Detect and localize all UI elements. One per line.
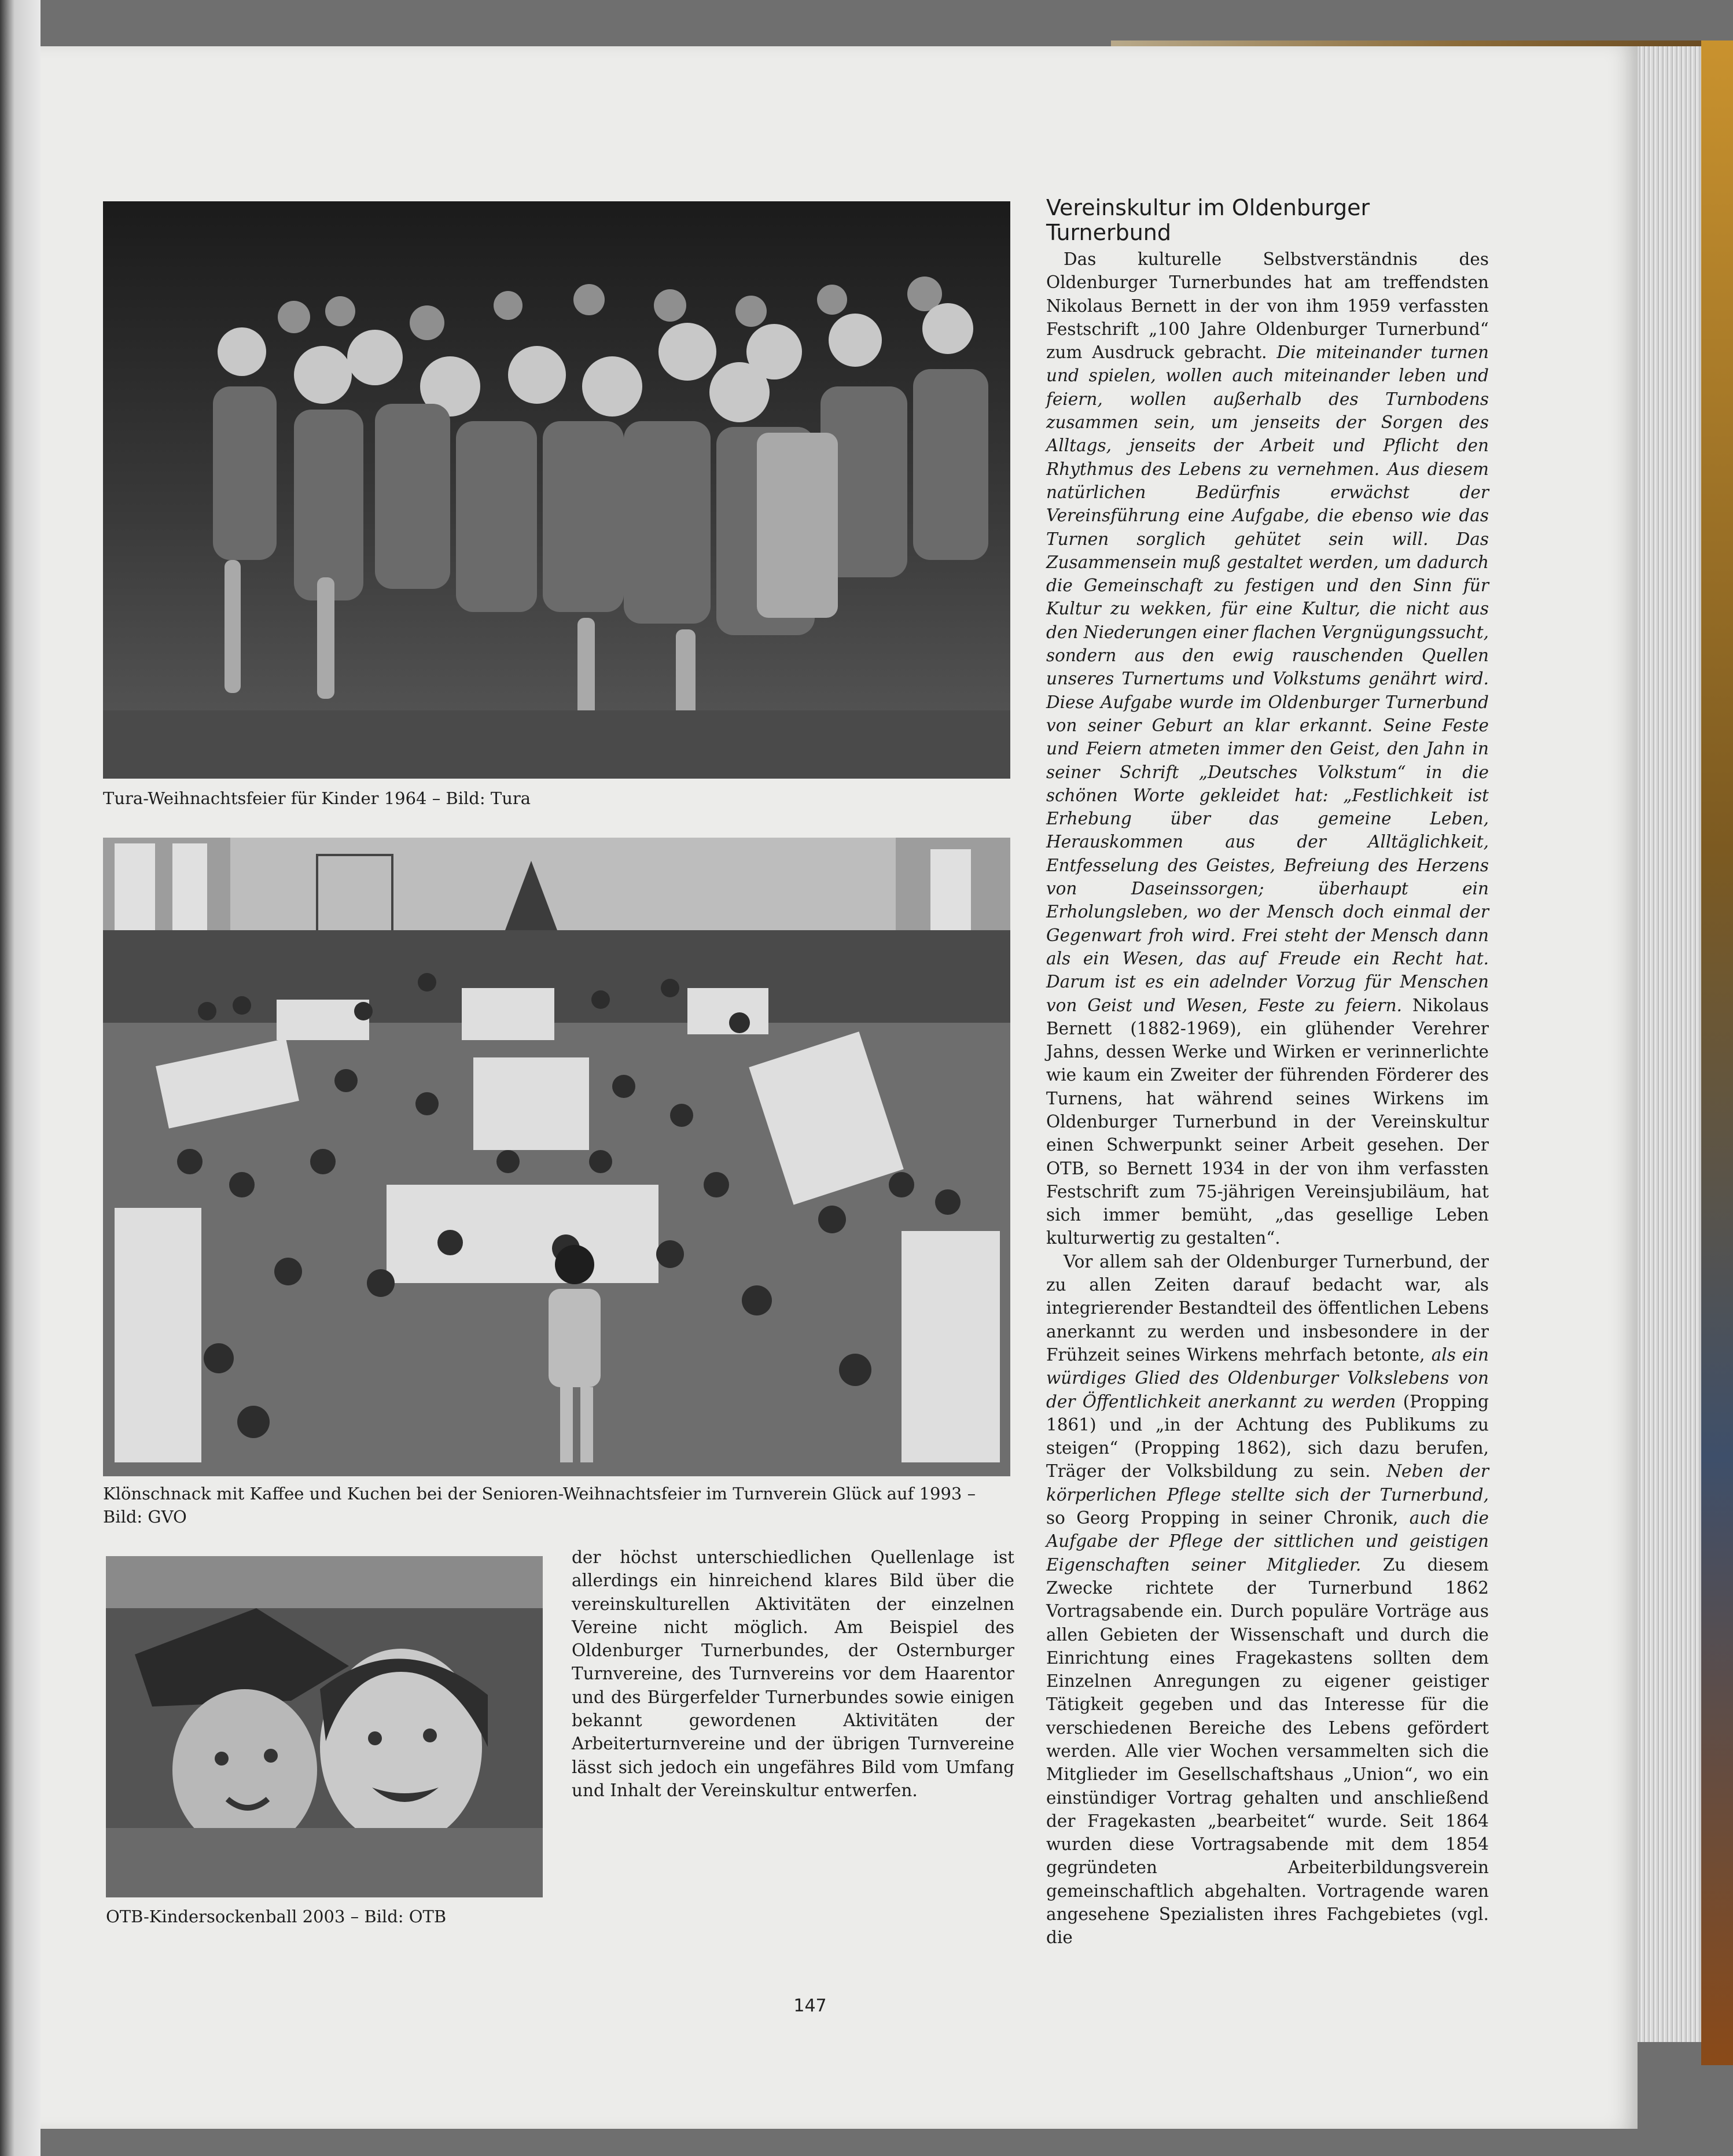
italic-quote-run: Neben der körperlichen Pflege stellte sich der Turnerbund, <box>1046 1461 1489 1505</box>
middle-column-text <box>572 1546 1014 1802</box>
text-run: Das kulturelle Selbstverständnis des Oldenburger Turnerbundes hat am treffendsten Nikolaus Bernett in der von ihm 1959 verfassten Festschrift „100 Jahre Oldenburger Turnerbund“ zum Ausdruck gebracht. <box>1046 249 1489 363</box>
italic-quote-run: auch die Aufgabe der Pflege der sittlichen und geistigen Eigenschaften seiner Mitglieder. <box>1046 1508 1489 1575</box>
caption-photo-3: OTB-Kindersockenball 2003 – Bild: OTB <box>106 1907 447 1926</box>
photo-seniors-christmas-party <box>103 838 1010 1476</box>
right-column-paragraph <box>1046 248 1489 1250</box>
page-number: 147 <box>793 1996 827 2016</box>
middle-paragraph: der höchst unterschiedlichen Quellenlage ist allerdings ein hinreichend klares Bild über die vereinskulturellen Aktivitäten der einzelnen Vereine nicht möglich. Am Beispiel des Oldenburger Turnerbundes, der Osternburger Turnvereine, des Turnvereins vor dem Haarentor und des Bürgerfelder Turnerbundes sowie einigen bekannt gewordenen Aktivitäten der Arbeiterturnvereine und der übrigen Turnvereine lässt sich jedoch ein ungefähres Bild vom Umfang und Inhalt der Vereinskultur entwerfen. <box>572 1547 1014 1800</box>
text-run: Vor allem sah der Oldenburger Turnerbund, der zu allen Zeiten darauf bedacht war, als integrierender Bestandteil des öffentlichen Lebens anerkannt zu werden und insbesondere in der Frühzeit seines Wirkens mehrfach betonte, <box>1046 1251 1489 1365</box>
text-run: Nikolaus Bernett (1882-1969), ein glühender Verehrer Jahns, dessen Werke und Wirken er verinnerlichte wie kaum ein Zweiter der führenden Förderer des Turnens, hat während seines Wirkens im Oldenburger Turnerbund in der Vereinskultur einen Schwerpunkt seiner Arbeit gesehen. Der OTB, so Bernett 1934 in der von ihm verfassten Festschrift zum 75-jährigen Vereinsjubiläum, hat sich immer bemüht, „das gesellige Leben kulturwertig zu gestalten“. <box>1046 995 1489 1248</box>
italic-quote-run: Die miteinander turnen und spielen, wollen auch miteinander leben und feiern, wollen außerhalb des Turnbodens zusammen sein, um jenseits der Sorgen des Alltags, jenseits der Arbeit und Pflicht den Rhythmus des Lebens zu vernehmen. Aus diesem natürlichen Bedürfnis erwächst der Vereinsführung eine Aufgabe, die ebenso wie das Turnen sorglich gehütet sein will. Das Zusammensein muß gestaltet werden, um dadurch die Gemeinschaft zu festigen und den Sinn für Kultur zu wekken, für eine Kultur, die nicht aus den Niederungen einer flachen Vergnügungssucht, sondern aus den ewig rauschenden Quellen unseres Turnertums und Volkstums genährt wird. Diese Aufgabe wurde im Oldenburger Turnerbund von seiner Geburt an klar erkannt. Seine Feste und Feiern atmeten immer den Geist, den Jahn in seiner Schrift „Deutsches Volkstum“ in die schönen Worte gekleidet hat: „Festlichkeit ist Erhebung über das gemeine Leben, Herauskommen aus der Alltäglichkeit, Entfesselung des Geistes, Befreiung des Herzens von Daseinssorgen; überhaupt ein Erholungsleben, wo der Mensch doch einmal der Gegenwart froh wird. Frei steht der Mensch dann als ein Wesen, das auf Freude ein Recht hat. Darum ist es ein adelnder Vorzug für Menschen von Geist und Wesen, Feste zu feiern. <box>1046 342 1489 1015</box>
text-run: Zu diesem Zwecke richtete der Turnerbund 1862 Vortragsabende ein. Durch populäre Vorträge aus allen Gebieten der Wissenschaft und durch die Einrichtung eines Fragekastens sollten dem Einzelnen Anregungen zu eigener geistiger Tätigkeit gegeben und das Interesse für die verschiedenen Bereiche des Lebens gefördert werden. Alle vier Wochen versammelten sich die Mitglieder im Gesellschaftshaus „Union“, wo ein einstündiger Vortrag gehalten und anschließend der Fragekasten „bearbeitet“ wurde. Seit 1864 wurden diese Vortragsabende mit dem 1854 gegründeten Arbeiterbildungsverein gemeinschaftlich abgehalten. Vortragende waren angesehene Spezialisten ihres Fachgebietes (vgl. die <box>1046 1554 1489 1948</box>
photo-kindersockenball <box>106 1556 543 1897</box>
book-cover-side <box>1701 40 1733 2065</box>
right-column-paragraph <box>1046 1250 1489 1949</box>
photo-children-christmas-party <box>103 201 1010 779</box>
text-run: (Propping 1861) und „in der Achtung des Publikums zu steigen“ (Propping 1862), sich dazu berufen, Träger der Volksbildung zu sein. <box>1046 1391 1489 1481</box>
left-page-edge <box>0 0 41 2156</box>
page-stack-edge <box>1638 46 1701 2042</box>
right-column-text <box>1046 248 1489 1949</box>
caption-photo-2: Klönschnack mit Kaffee und Kuchen bei der Senioren-Weihnachtsfeier im Turnverein Glück auf 1993 – Bild: GVO <box>103 1484 976 1527</box>
text-run: so Georg Propping in seiner Chronik, <box>1046 1508 1410 1528</box>
italic-quote-run: als ein würdiges Glied des Oldenburger Volkslebens von der Öffentlichkeit anerkannt zu werden <box>1046 1344 1489 1411</box>
caption-photo-1: Tura-Weihnachtsfeier für Kinder 1964 – Bild: Tura <box>103 788 531 808</box>
article-heading: Vereinskultur im Oldenburger Turnerbund <box>1046 195 1370 245</box>
